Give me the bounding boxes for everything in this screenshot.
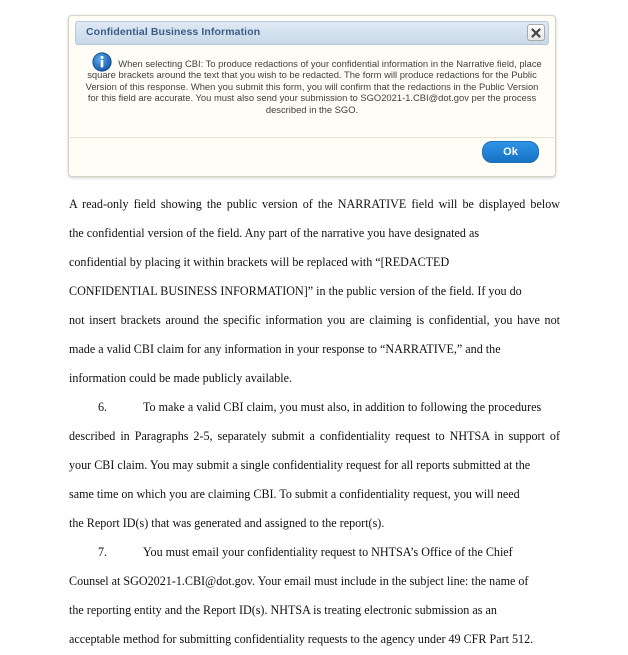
- intro-line: CONFIDENTIAL BUSINESS INFORMATION]” in the public version of the field. If you do: [69, 284, 522, 298]
- paragraph-line: the Report ID(s) that was generated and assigned to the report(s).: [69, 516, 385, 530]
- dialog-header: [75, 21, 549, 45]
- intro-line: A read-only field showing the public version of the NARRATIVE field will be displayed below: [69, 197, 560, 211]
- close-button[interactable]: [527, 24, 545, 41]
- paragraph-line: same time on which you are claiming CBI. To submit a confidentiality request, you will need: [69, 487, 520, 501]
- paragraph-line: You must email your confidentiality request to NHTSA’s Office of the Chief: [143, 545, 513, 559]
- paragraph-number: 6.: [98, 400, 108, 414]
- cbi-dialog: [68, 15, 556, 177]
- intro-line: the confidential version of the field. Any part of the narrative you have designated as: [69, 226, 480, 240]
- paragraph-line: described in Paragraphs 2-5, separately submit a confidentiality request to NHTSA in support of: [69, 429, 560, 443]
- dialog-message: When selecting CBI: To produce redactions of your confidential information in the Narrative field, place square brackets around the text that you wish to be redacted. The form will produce redactions for the Public Version of this response. When you submit this form, you will confirm that the redactions in the Public Version for this field are accurate. You must also send your submission to SGO2021-1.CBI@dot.gov per the process described in the SGO.: [85, 58, 542, 115]
- paragraph-line: your CBI claim. You may submit a single confidentiality request for all reports submitted at the: [69, 458, 531, 472]
- paragraph-line: the reporting entity and the Report ID(s). NHTSA is treating electronic submission as an: [69, 603, 497, 617]
- paragraph-line: To make a valid CBI claim, you must also, in addition to following the procedures: [143, 400, 542, 414]
- close-icon: [531, 28, 541, 38]
- intro-line: confidential by placing it within brackets will be replaced with “[REDACTED: [69, 255, 450, 269]
- dialog-title: Confidential Business Information: [86, 26, 261, 38]
- intro-line: not insert brackets around the specific information you are claiming is confidential, you have not: [69, 313, 560, 327]
- ok-button[interactable]: Ok: [482, 141, 539, 163]
- intro-line: made a valid CBI claim for any information in your response to “NARRATIVE,” and the: [69, 342, 501, 356]
- paragraph-number: 7.: [98, 545, 108, 559]
- paragraph-line: Counsel at SGO2021-1.CBI@dot.gov. Your email must include in the subject line: the name of: [69, 574, 529, 588]
- dialog-divider: [70, 137, 554, 138]
- paragraph-line: acceptable method for submitting confidentiality requests to the agency under 49 CFR Part 512.: [69, 632, 534, 646]
- intro-line: information could be made publicly available.: [69, 371, 292, 385]
